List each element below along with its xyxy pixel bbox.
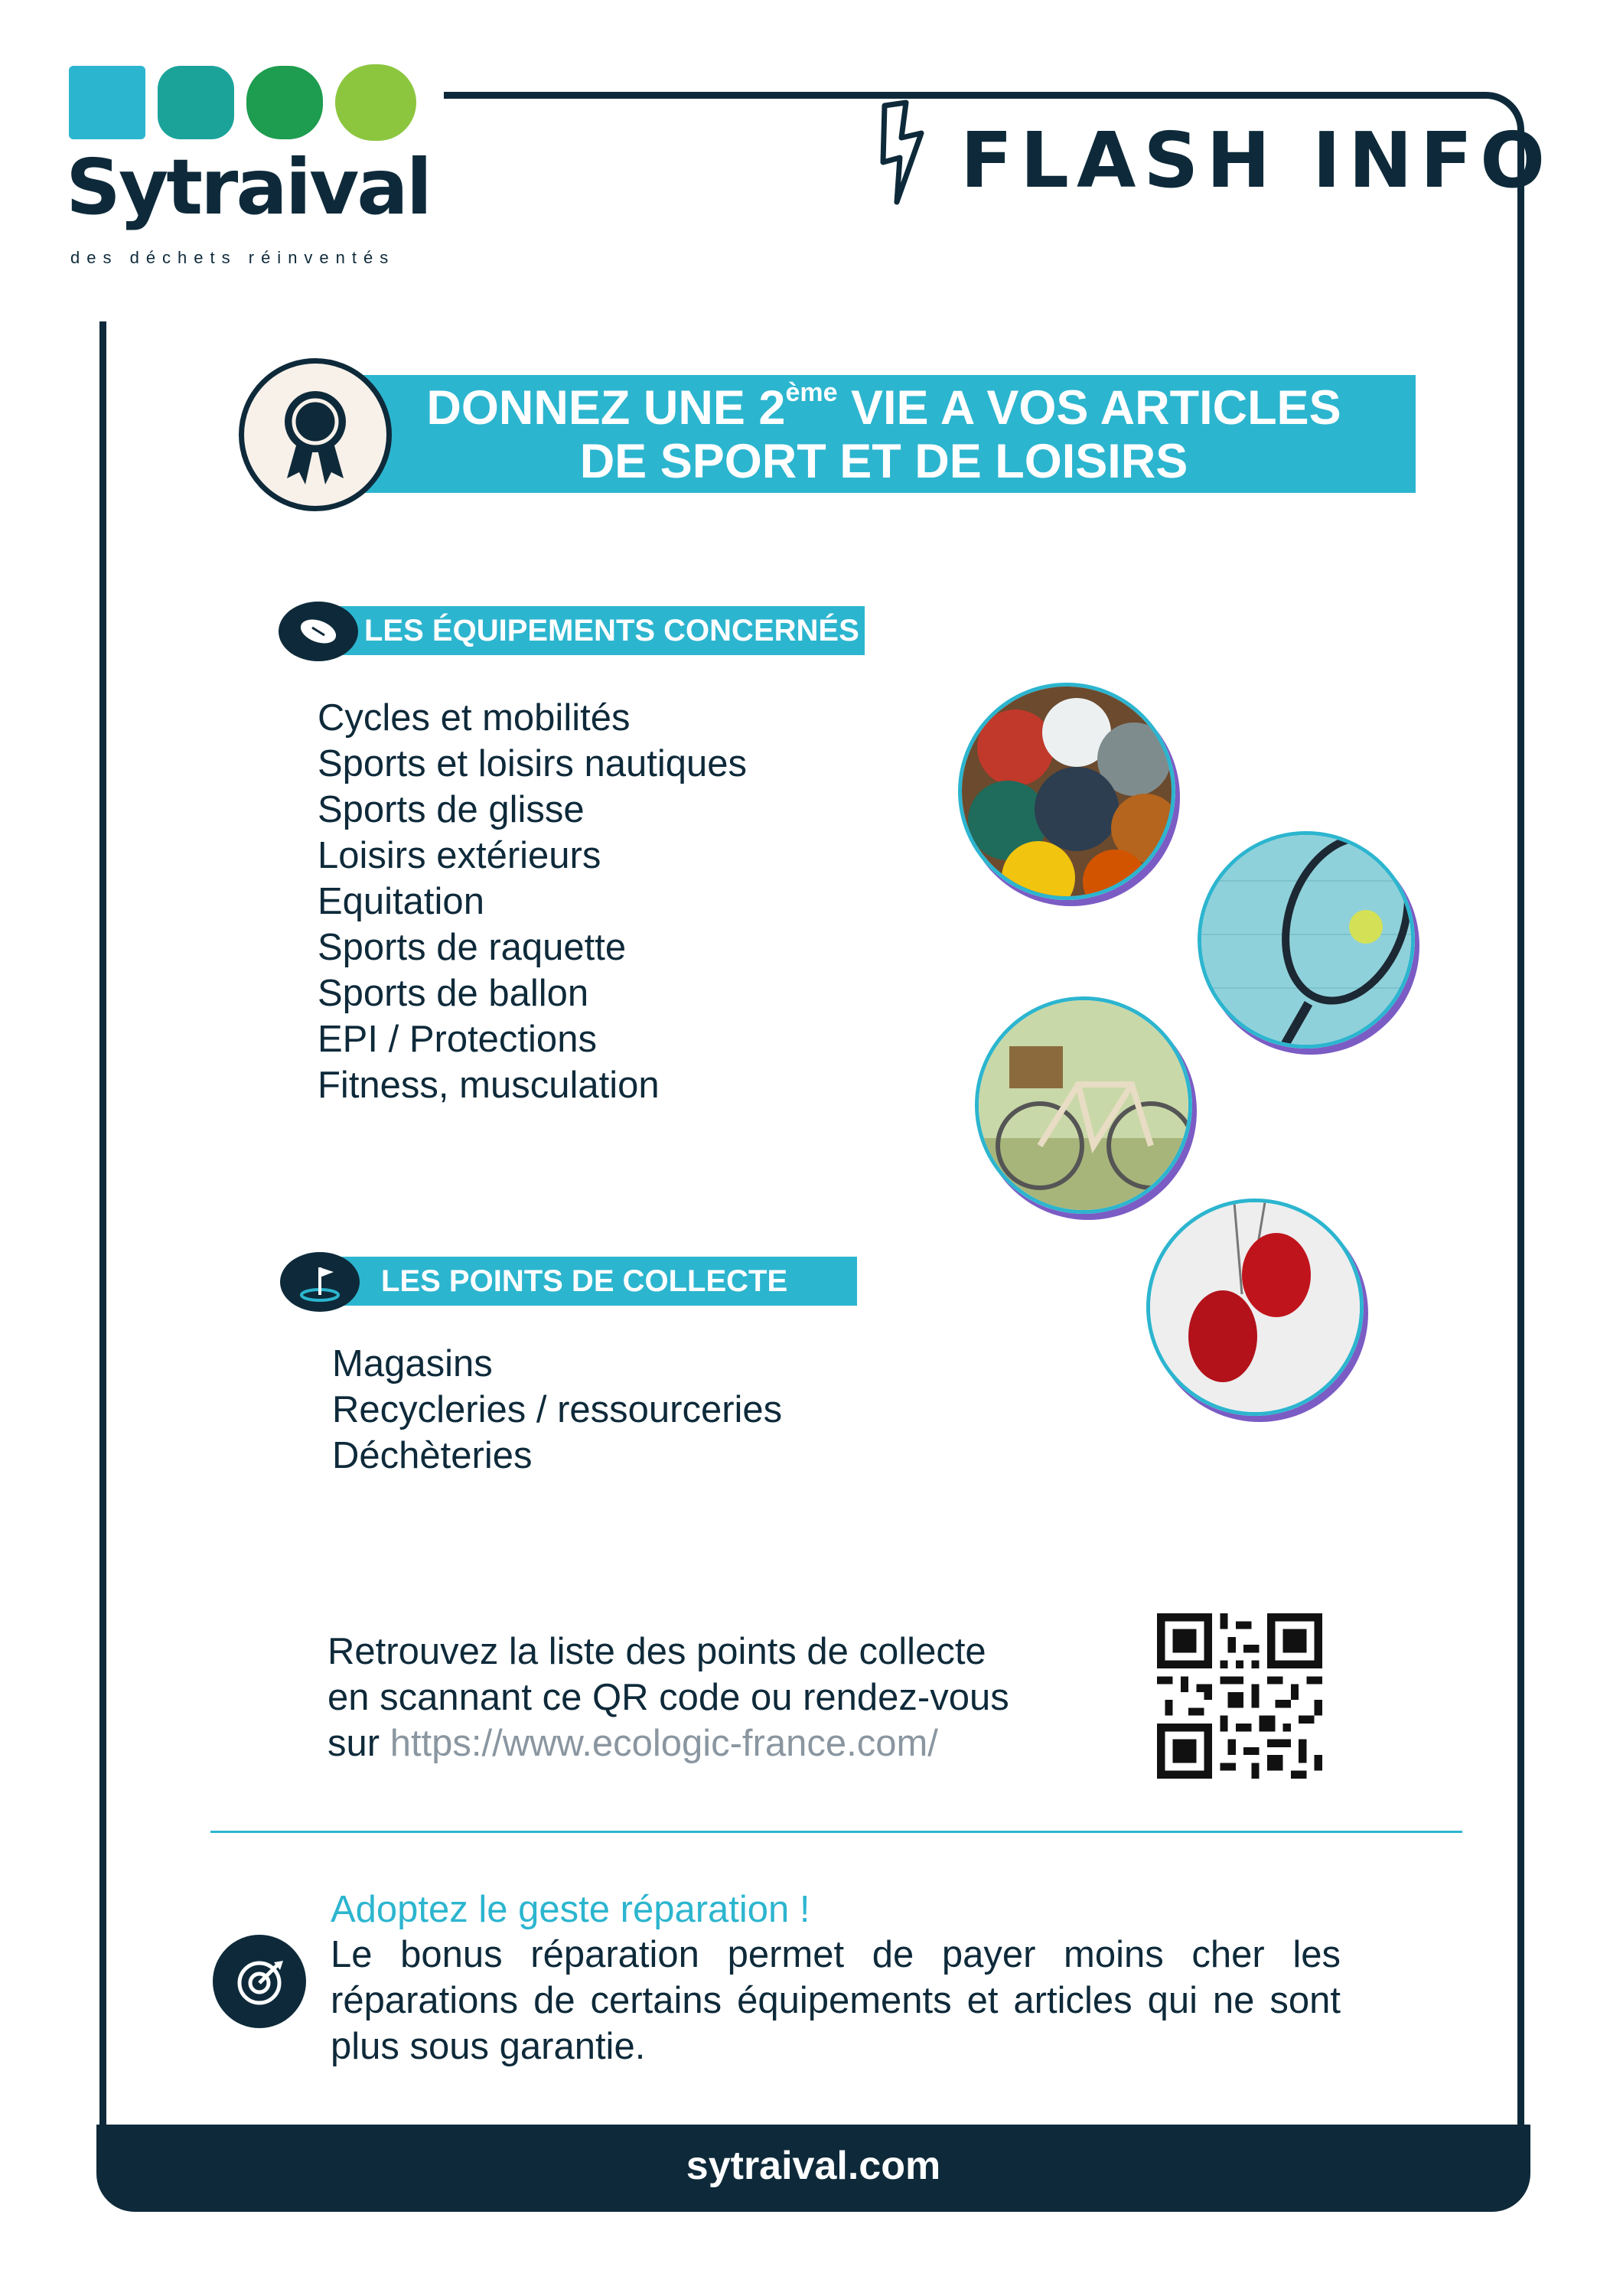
qr-line2: en scannant ce QR code ou rendez-vous xyxy=(328,1677,1009,1718)
repair-title: Adoptez le geste réparation ! xyxy=(331,1889,810,1930)
list-item: Sports de ballon xyxy=(318,973,589,1014)
footer-url[interactable]: sytraival.com xyxy=(686,2144,941,2188)
list-item: EPI / Protections xyxy=(318,1019,597,1060)
list-item: Déchèteries xyxy=(332,1435,533,1476)
target-icon xyxy=(213,1935,306,2028)
award-badge xyxy=(239,358,392,511)
collection-list xyxy=(332,1341,782,1479)
equipment-list xyxy=(318,695,747,1108)
list-item: Cycles et mobilités xyxy=(318,697,631,739)
qr-instructions xyxy=(328,1629,1009,1766)
logo-wordmark: Sytraival xyxy=(66,142,431,232)
logo-tagline: des déchets réinventés xyxy=(70,248,396,267)
banner-line2: DE SPORT ET DE LOISIRS xyxy=(579,435,1188,488)
balls-photo xyxy=(958,683,1175,900)
equipment-heading: LES ÉQUIPEMENTS CONCERNÉS xyxy=(364,614,859,647)
bicycle-photo xyxy=(975,996,1192,1214)
qr-code[interactable] xyxy=(1157,1613,1322,1779)
logo-mark xyxy=(67,61,419,145)
qr-line3-prefix: sur xyxy=(328,1723,390,1764)
list-item: Recycleries / ressourceries xyxy=(332,1389,783,1430)
boxing-gloves-photo xyxy=(1146,1199,1364,1416)
list-item: Magasins xyxy=(332,1343,493,1384)
tennis-racket-photo xyxy=(1198,831,1415,1049)
lightning-icon xyxy=(878,99,932,207)
list-item: Sports de glisse xyxy=(318,789,585,830)
list-item: Sports et loisirs nautiques xyxy=(318,743,748,784)
qr-line1: Retrouvez la liste des points de collecte xyxy=(328,1631,986,1672)
banner-line1-start: DONNEZ UNE 2 xyxy=(426,381,786,435)
section-divider xyxy=(210,1831,1462,1833)
award-ribbon-icon xyxy=(244,364,386,506)
list-item: Sports de raquette xyxy=(318,927,627,968)
golf-flag-icon xyxy=(280,1252,360,1312)
collection-heading: LES POINTS DE COLLECTE xyxy=(381,1264,788,1298)
banner-line1-end: VIE A VOS ARTICLES xyxy=(837,381,1341,435)
banner-heading xyxy=(352,375,1416,493)
repair-body: Le bonus réparation permet de payer moins cher les réparations de certains équipements et articles qui ne sont plus sous garantie. xyxy=(331,1934,1341,2067)
list-item: Fitness, musculation xyxy=(318,1065,660,1106)
football-icon xyxy=(279,602,358,661)
page-title: FLASH INFO xyxy=(960,116,1553,205)
list-item: Equitation xyxy=(318,881,484,922)
ecologic-link[interactable]: https://www.ecologic-france.com/ xyxy=(389,1723,938,1764)
banner-superscript: ème xyxy=(785,378,838,407)
list-item: Loisirs extérieurs xyxy=(318,835,601,876)
